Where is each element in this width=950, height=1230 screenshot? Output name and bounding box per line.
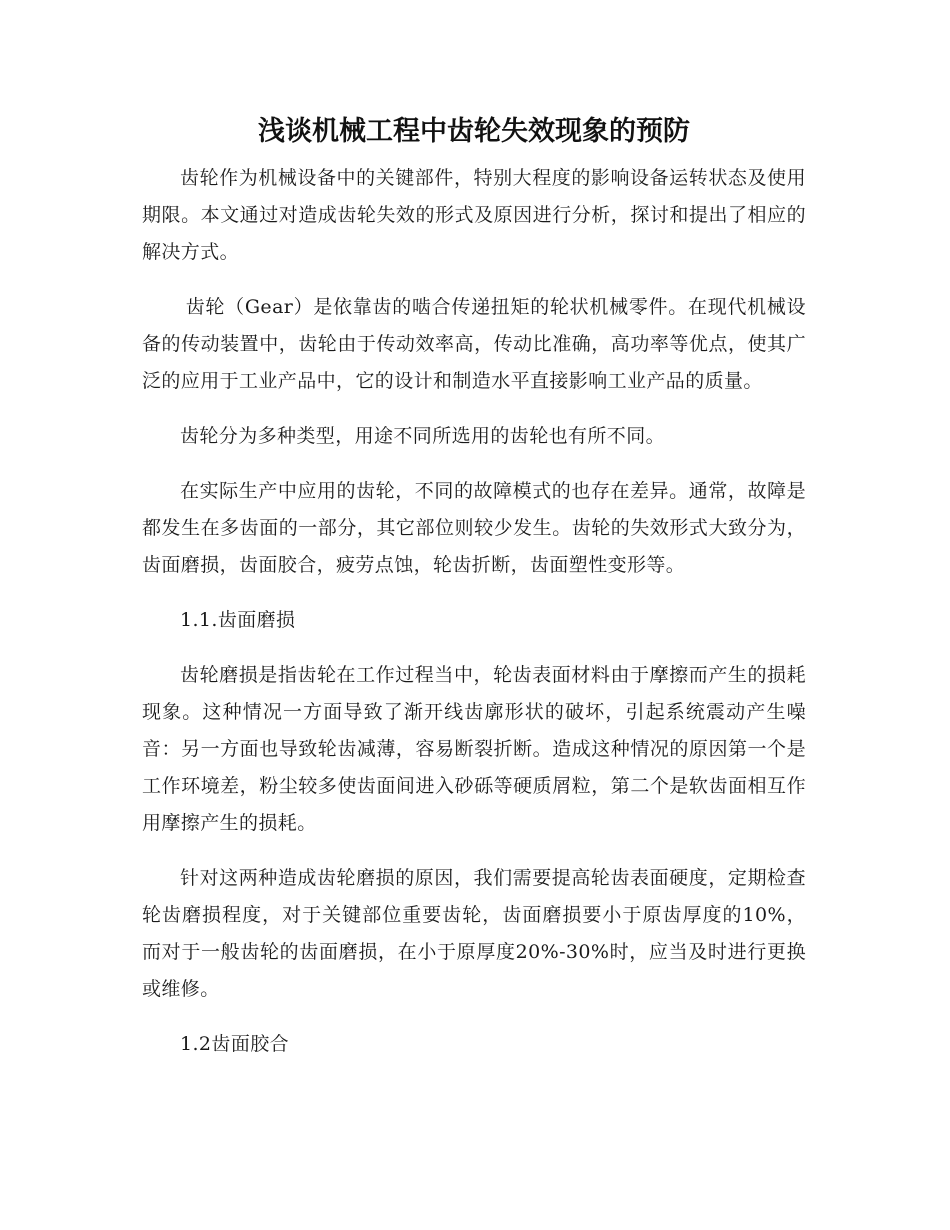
- gear-definition-paragraph: 齿轮（Gear）是依靠齿的啮合传递扭矩的轮状机械零件。在现代机械设备的传动装置中，齿轮由于传动效率高，传动比准确，高功率等优点，使其广泛的应用于工业产品中，它的设计和制造水平直接影响工业产品的质量。: [142, 296, 806, 392]
- wear-prevention-paragraph: 针对这两种造成齿轮磨损的原因，我们需要提高轮齿表面硬度，定期检查轮齿磨损程度，对于关键部位重要齿轮，齿面磨损要小于原齿厚度的10%，而对于一般齿轮的齿面磨损，在小于原厚度20%-30%时，应当及时进行更换或维修。: [142, 867, 806, 1000]
- section-heading-1-2: 1.2齿面胶合: [180, 1033, 290, 1055]
- intro-paragraph: 齿轮作为机械设备中的关键部件，特别大程度的影响设备运转状态及使用期限。本文通过对造成齿轮失效的形式及原因进行分析，探讨和提出了相应的解决方式。: [142, 167, 806, 263]
- gear-types-paragraph: 齿轮分为多种类型，用途不同所选用的齿轮也有所不同。: [180, 425, 666, 447]
- document-body: [142, 112, 806, 1081]
- document-title: 浅谈机械工程中齿轮失效现象的预防: [258, 116, 690, 147]
- failure-modes-paragraph: 在实际生产中应用的齿轮，不同的故障模式的也存在差异。通常，故障是都发生在多齿面的一部分，其它部位则较少发生。齿轮的失效形式大致分为，齿面磨损，齿面胶合，疲劳点蚀，轮齿折断，齿面塑性变形等。: [142, 480, 806, 576]
- section-heading-1-1: 1.1.齿面磨损: [180, 609, 296, 631]
- wear-description-paragraph: 齿轮磨损是指齿轮在工作过程当中，轮齿表面材料由于摩擦而产生的损耗现象。这种情况一方面导致了渐开线齿廓形状的破坏，引起系统震动产生噪音：另一方面也导致轮齿减薄，容易断裂折断。造成这种情况的原因第一个是工作环境差，粉尘较多使齿面间进入砂砾等硬质屑粒，第二个是软齿面相互作用摩擦产生的损耗。: [142, 664, 806, 834]
